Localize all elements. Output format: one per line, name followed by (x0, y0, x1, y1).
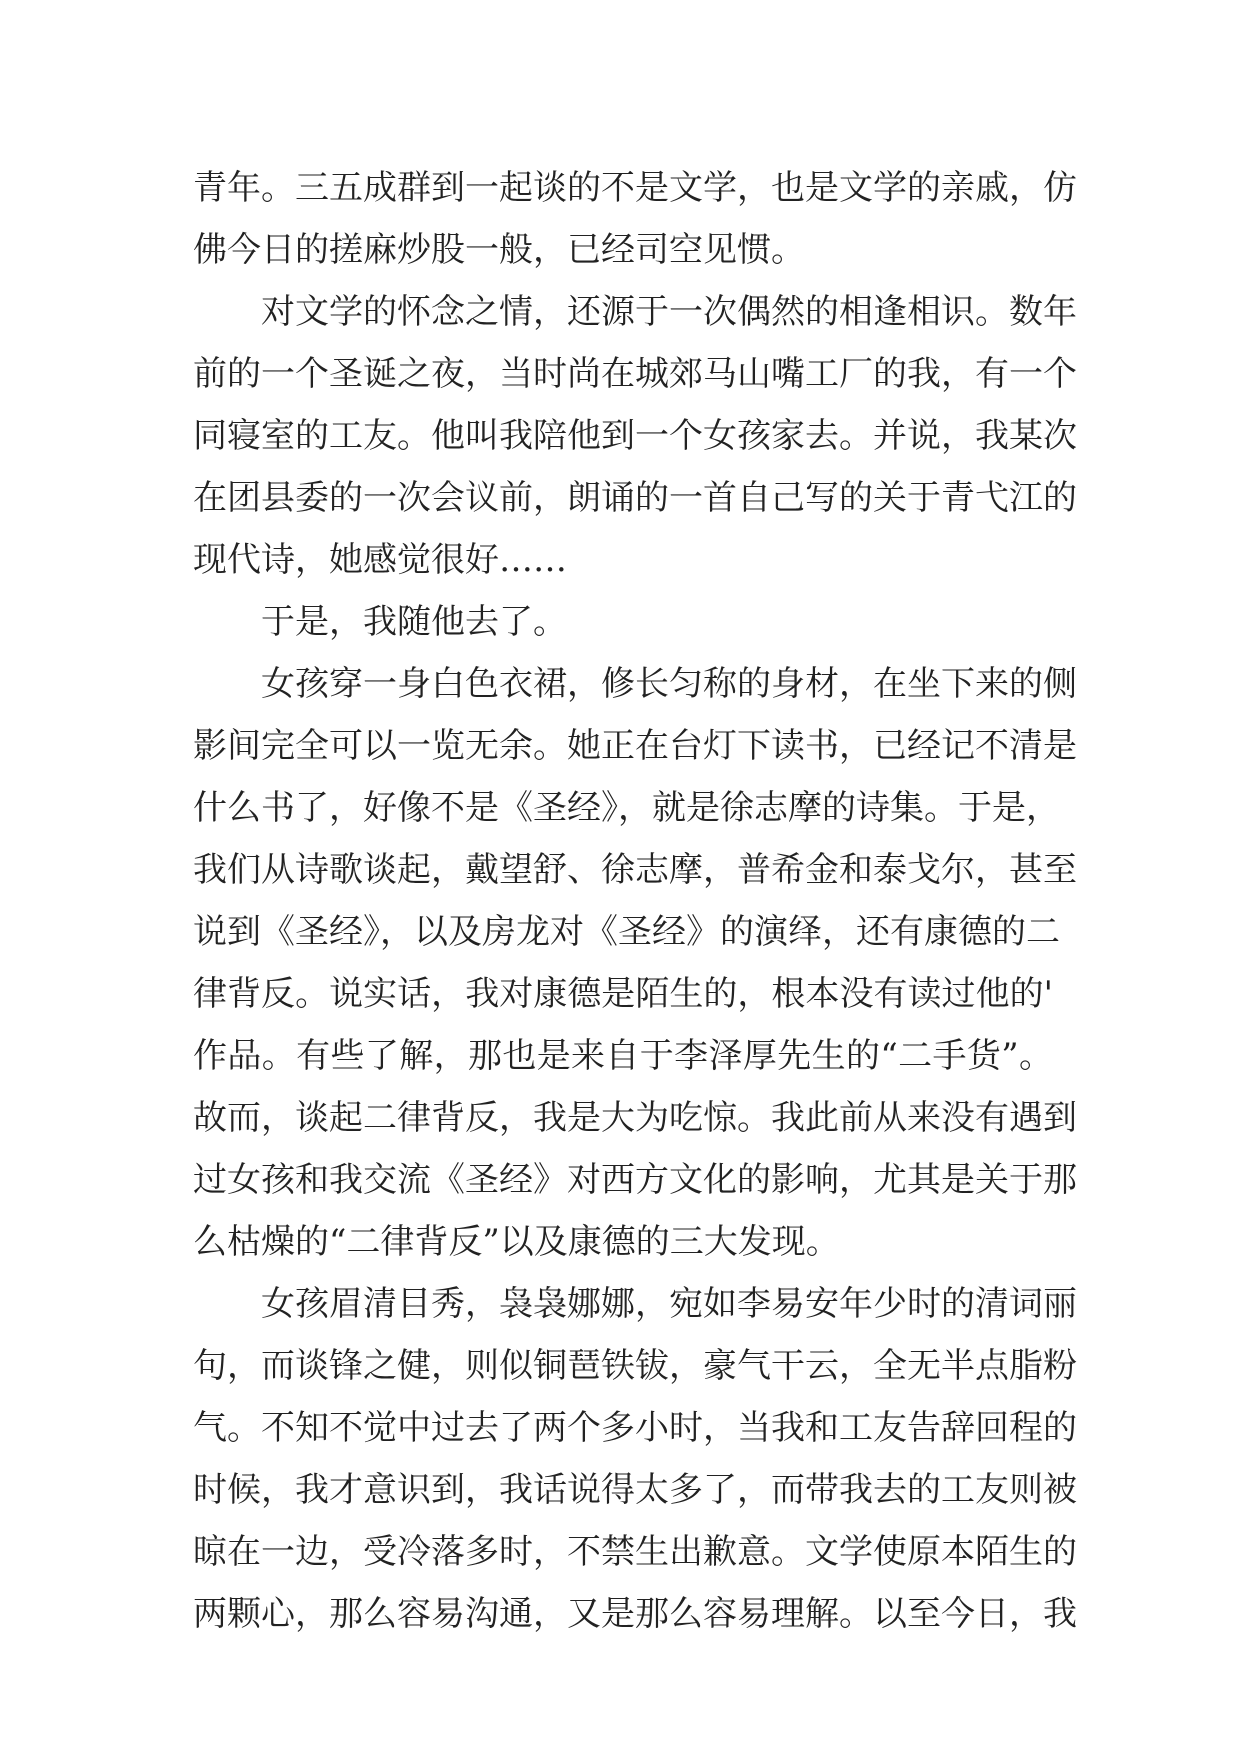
text-line: 在团县委的一次会议前，朗诵的一首自己写的关于青弋江的 (193, 478, 1077, 518)
text-line: 女孩眉清目秀，袅袅娜娜，宛如李易安年少时的清词丽 (261, 1284, 1077, 1324)
text-line: 作品。有些了解，那也是来自于李泽厚先生的“二手货”。 (193, 1036, 1053, 1076)
text-line: 什么书了，好像不是《圣经》，就是徐志摩的诗集。于是， (193, 788, 1060, 828)
text-line: 过女孩和我交流《圣经》对西方文化的影响，尤其是关于那 (193, 1160, 1077, 1200)
text-line: 女孩穿一身白色衣裙，修长匀称的身材，在坐下来的侧 (261, 664, 1077, 704)
text-line: 于是，我随他去了。 (261, 602, 567, 642)
text-line: 我们从诗歌谈起，戴望舒、徐志摩，普希金和泰戈尔，甚至 (193, 850, 1077, 890)
text-line: 么枯燥的“二律背反”以及康德的三大发现。 (193, 1222, 840, 1262)
body-text (193, 157, 1077, 1645)
text-line: 故而，谈起二律背反，我是大为吃惊。我此前从来没有遇到 (193, 1098, 1077, 1138)
text-line: 青年。三五成群到一起谈的不是文学，也是文学的亲戚，仿 (193, 168, 1077, 208)
text-line: 现代诗，她感觉很好…… (193, 540, 567, 580)
text-line: 两颗心，那么容易沟通，又是那么容易理解。以至今日，我 (193, 1594, 1077, 1634)
text-line: 说到《圣经》，以及房龙对《圣经》的演绎，还有康德的二 (193, 912, 1060, 952)
text-line: 律背反。说实话，我对康德是陌生的，根本没有读过他的' (193, 974, 1053, 1014)
text-line: 气。不知不觉中过去了两个多小时，当我和工友告辞回程的 (193, 1408, 1077, 1448)
text-line: 同寝室的工友。他叫我陪他到一个女孩家去。并说，我某次 (193, 416, 1077, 456)
text-line: 影间完全可以一览无余。她正在台灯下读书，已经记不清是 (193, 726, 1077, 766)
text-line: 晾在一边，受冷落多时，不禁生出歉意。文学使原本陌生的 (193, 1532, 1077, 1572)
text-line: 佛今日的搓麻炒股一般，已经司空见惯。 (193, 230, 805, 270)
text-line: 时候，我才意识到，我话说得太多了，而带我去的工友则被 (193, 1470, 1077, 1510)
text-line: 前的一个圣诞之夜，当时尚在城郊马山嘴工厂的我，有一个 (193, 354, 1077, 394)
text-line: 句，而谈锋之健，则似铜琶铁钹，豪气干云，全无半点脂粉 (193, 1346, 1077, 1386)
text-line: 对文学的怀念之情，还源于一次偶然的相逢相识。数年 (261, 292, 1077, 332)
